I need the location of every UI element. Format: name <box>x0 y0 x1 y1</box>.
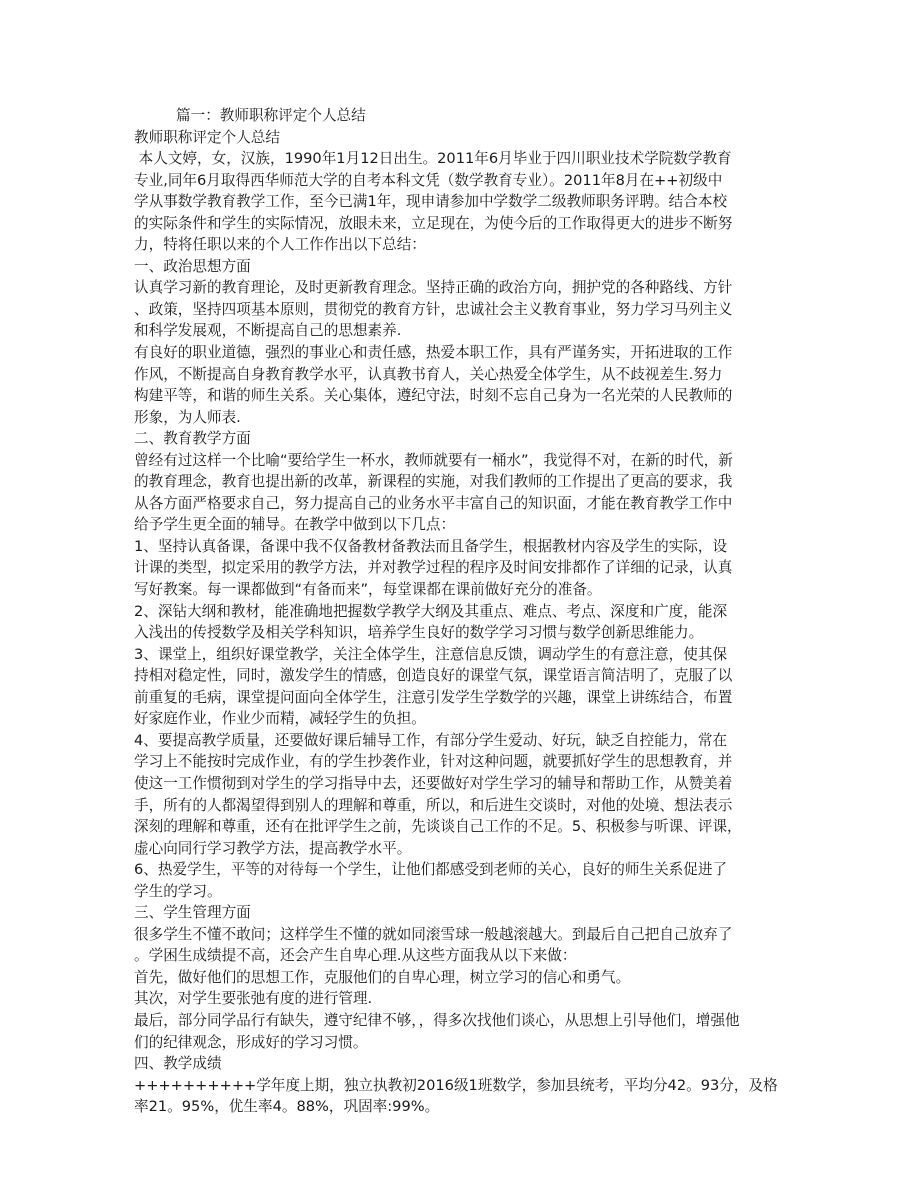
document-title: 篇一：教师职称评定个人总结 <box>176 107 366 124</box>
paragraph-line: 率21。95%，优生率4。88%，巩固率:99%。 <box>134 1098 440 1116</box>
paragraph-line: 们的纪律观念，形成好的学习习惯。 <box>134 1033 368 1051</box>
paragraph-line: 手，所有的人都渴望得到别人的理解和尊重，所以，和后进生交谈时，对他的处境、想法表示 <box>134 796 733 814</box>
paragraph-line: 的实际条件和学生的实际情况，放眼未来，立足现在，为使今后的工作取得更大的进步不断努 <box>134 214 733 232</box>
paragraph-line: 前重复的毛病，课堂提问面向全体学生，注意引发学生学数学的兴趣，课堂上讲练结合，布置 <box>134 688 733 706</box>
paragraph-line: 学习上不能按时完成作业，有的学生抄袭作业，针对这种问题，就要抓好学生的思想教育，并 <box>134 753 733 771</box>
paragraph-line: 认真学习新的教育理论，及时更新教育理念。坚持正确的政治方向，拥护党的各种路线、方针 <box>134 279 733 297</box>
paragraph-line: 虚心向同行学习教学方法，提高教学水平。 <box>134 839 412 857</box>
section-heading: 一、政治思想方面 <box>134 257 251 275</box>
paragraph-line: 计课的类型，拟定采用的教学方法，并对教学过程的程序及时间安排都作了详细的记录，认真 <box>134 559 733 577</box>
paragraph-line: 入浅出的传授数学及相关学科知识，培养学生良好的数学学习习惯与数学创新思维能力。 <box>134 624 704 642</box>
paragraph-line: 曾经有过这样一个比喻“要给学生一杯水，教师就要有一桶水”，我觉得不对，在新的时代，新 <box>134 451 733 469</box>
paragraph-line: 好家庭作业，作业少而精，减轻学生的负担。 <box>134 710 426 728</box>
paragraph-line: 作风，不断提高自身教育教学水平，认真教书育人，关心热爱全体学生，从不歧视差生.努力 <box>134 365 723 383</box>
paragraph-line: ++++++++++学年度上期，独立执教初2016级1班数学，参加县统考，平均分42。93分，及格 <box>134 1076 778 1094</box>
paragraph-line: 3、课堂上，组织好课堂教学，关注全体学生，注意信息反馈，调动学生的有意注意，使其保 <box>134 645 728 663</box>
paragraph-line: 构建平等，和谐的师生关系。关心集体，遵纪守法，时刻不忘自己身为一名光荣的人民教师的 <box>134 387 733 405</box>
paragraph-line: 专业,同年6月取得西华师范大学的自考本科文凭（数学教育专业）。2011年8月在++初级中 <box>134 171 723 189</box>
paragraph-line: 有良好的职业道德，强烈的事业心和责任感，热爱本职工作，具有严谨务实，开拓进取的工作 <box>134 344 733 362</box>
paragraph-line: 力，特将任职以来的个人工作作出以下总结： <box>134 236 426 254</box>
paragraph-line: 、政策，坚持四项基本原则，贯彻党的教育方针，忠诚社会主义教育事业，努力学习马列主义 <box>134 300 733 318</box>
paragraph-line: 给予学生更全面的辅导。在教学中做到以下几点： <box>134 516 456 534</box>
paragraph-line: 1、坚持认真备课，备课中我不仅备教材备教法而且备学生，根据教材内容及学生的实际，设 <box>134 537 728 555</box>
paragraph-line: 首先，做好他们的思想工作，克服他们的自卑心理，树立学习的信心和勇气。 <box>134 968 631 986</box>
paragraph-line: 其次，对学生要张弛有度的进行管理. <box>134 990 373 1008</box>
paragraph-line: 深刻的理解和尊重，还有在批评学生之前，先谈谈自己工作的不足。5、积极参与听课、评课， <box>134 818 742 836</box>
document-body <box>134 105 794 1118</box>
paragraph-line: 6、热爱学生，平等的对待每一个学生，让他们都感受到老师的关心，良好的师生关系促进了 <box>134 861 728 879</box>
section-heading: 四、教学成绩 <box>134 1055 222 1073</box>
paragraph-line: 持相对稳定性，同时，激发学生的情感，创造良好的课堂气氛，课堂语言简洁明了，克服了以 <box>134 667 733 685</box>
paragraph-line: 和科学发展观，不断提高自己的思想素养. <box>134 322 402 340</box>
paragraph-line: 学从事数学教育教学工作，至今已满1年，现申请参加中学数学二级教师职务评聘。结合本校 <box>134 193 728 211</box>
paragraph-line: 写好教案。每一课都做到“有备而来”，每堂课都在课前做好充分的准备。 <box>134 581 602 599</box>
paragraph-line: 4、要提高教学质量，还要做好课后辅导工作，有部分学生爱动、好玩，缺乏自控能力，常在 <box>134 731 728 749</box>
document-heading: 教师职称评定个人总结 <box>134 128 280 146</box>
paragraph-line: 最后，部分同学品行有缺失，遵守纪律不够，，得多次找他们谈心，从思想上引导他们，增强他 <box>134 1011 740 1029</box>
paragraph-line: 2、深钻大纲和教材，能准确地把握数学教学大纲及其重点、难点、考点、深度和广度，能深 <box>134 602 728 620</box>
paragraph-line: 学生的学习。 <box>134 882 222 900</box>
paragraph-line: 使这一工作惯彻到对学生的学习指导中去，还要做好对学生学习的辅导和帮助工作，从赞美着 <box>134 774 733 792</box>
paragraph-line: 本人文婷，女，汉族，1990年1月12日出生。2011年6月毕业于四川职业技术学院数学教育 <box>134 150 732 168</box>
paragraph-line: 很多学生不懂不敢问；这样学生不懂的就如同滚雪球一般越滚越大。到最后自己把自己放弃了 <box>134 925 733 943</box>
section-heading: 二、教育教学方面 <box>134 430 251 448</box>
section-heading: 三、学生管理方面 <box>134 904 251 922</box>
paragraph-line: 从各方面严格要求自己，努力提高自己的业务水平丰富自己的知识面，才能在教育教学工作中 <box>134 494 733 512</box>
paragraph-line: 的教育理念，教育也提出新的改革，新课程的实施，对我们教师的工作提出了更高的要求，我 <box>134 473 733 491</box>
paragraph-line: 形象，为人师表. <box>134 408 241 426</box>
paragraph-line: 。学困生成绩提不高，还会产生自卑心理.从这些方面我从以下来做： <box>134 947 577 965</box>
